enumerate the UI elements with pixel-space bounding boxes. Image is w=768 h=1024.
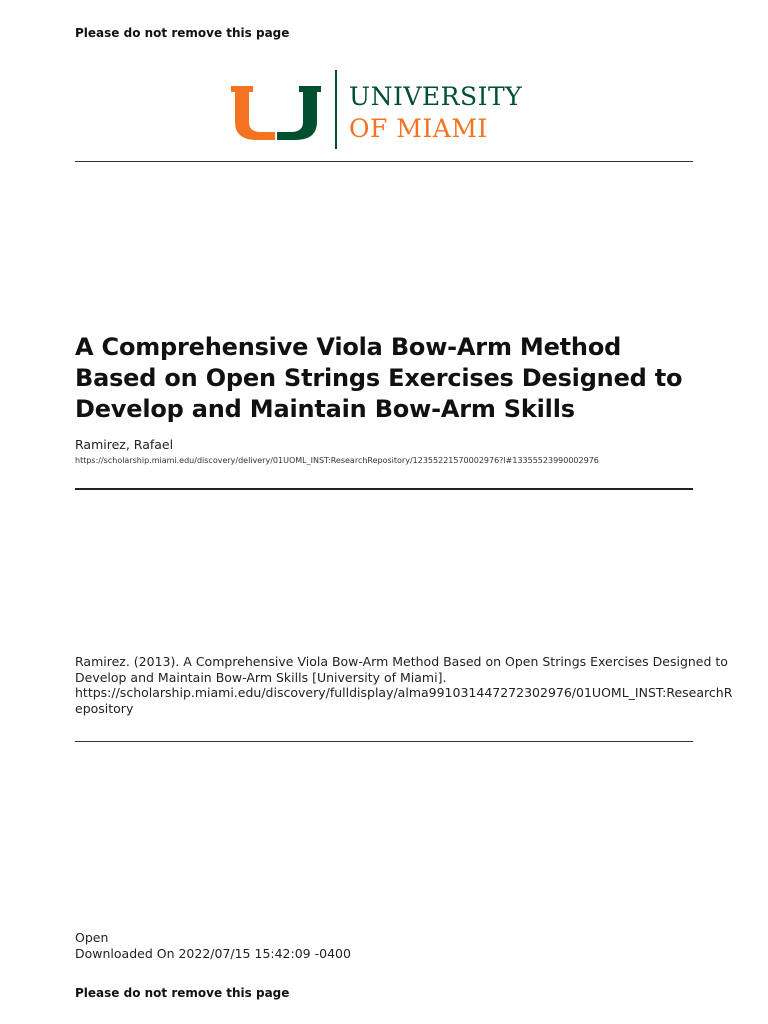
do-not-remove-notice-top: Please do not remove this page (75, 26, 290, 40)
citation-url-link[interactable]: https://scholarship.miami.edu/discovery/fulldisplay/alma991031447272302976/01UOML_INST:ResearchR (75, 685, 733, 700)
document-author: Ramirez, Rafael (75, 437, 174, 452)
citation-divider (75, 741, 693, 742)
u-logo-icon (231, 86, 321, 140)
delivery-url-link[interactable]: https://scholarship.miami.edu/discovery/delivery/01UOML_INST:ResearchRepository/12355221570002976?l#13355523990002976 (75, 456, 599, 465)
do-not-remove-notice-bottom: Please do not remove this page (75, 986, 290, 1000)
logo-divider (335, 70, 337, 149)
document-title: A Comprehensive Viola Bow-Arm Method Based on Open Strings Exercises Designed to Develop and Maintain Bow-Arm Skills (75, 333, 683, 423)
download-timestamp: Downloaded On 2022/07/15 15:42:09 -0400 (75, 946, 351, 961)
logo-text-of-miami: OF MIAMI (349, 114, 488, 143)
access-status: Open (75, 930, 109, 945)
university-of-miami-logo (231, 70, 541, 150)
citation-line: Develop and Maintain Bow-Arm Skills [University of Miami]. (75, 669, 447, 685)
title-divider (75, 488, 693, 490)
header-divider (75, 161, 693, 162)
citation-line: Ramirez. (2013). A Comprehensive Viola Bow-Arm Method Based on Open Strings Exercises Designed to (75, 654, 728, 669)
citation-url-link-continued[interactable]: epository (75, 700, 134, 716)
citation-block (75, 654, 733, 716)
access-status-block (75, 930, 351, 962)
logo-text-university: UNIVERSITY (349, 82, 523, 111)
